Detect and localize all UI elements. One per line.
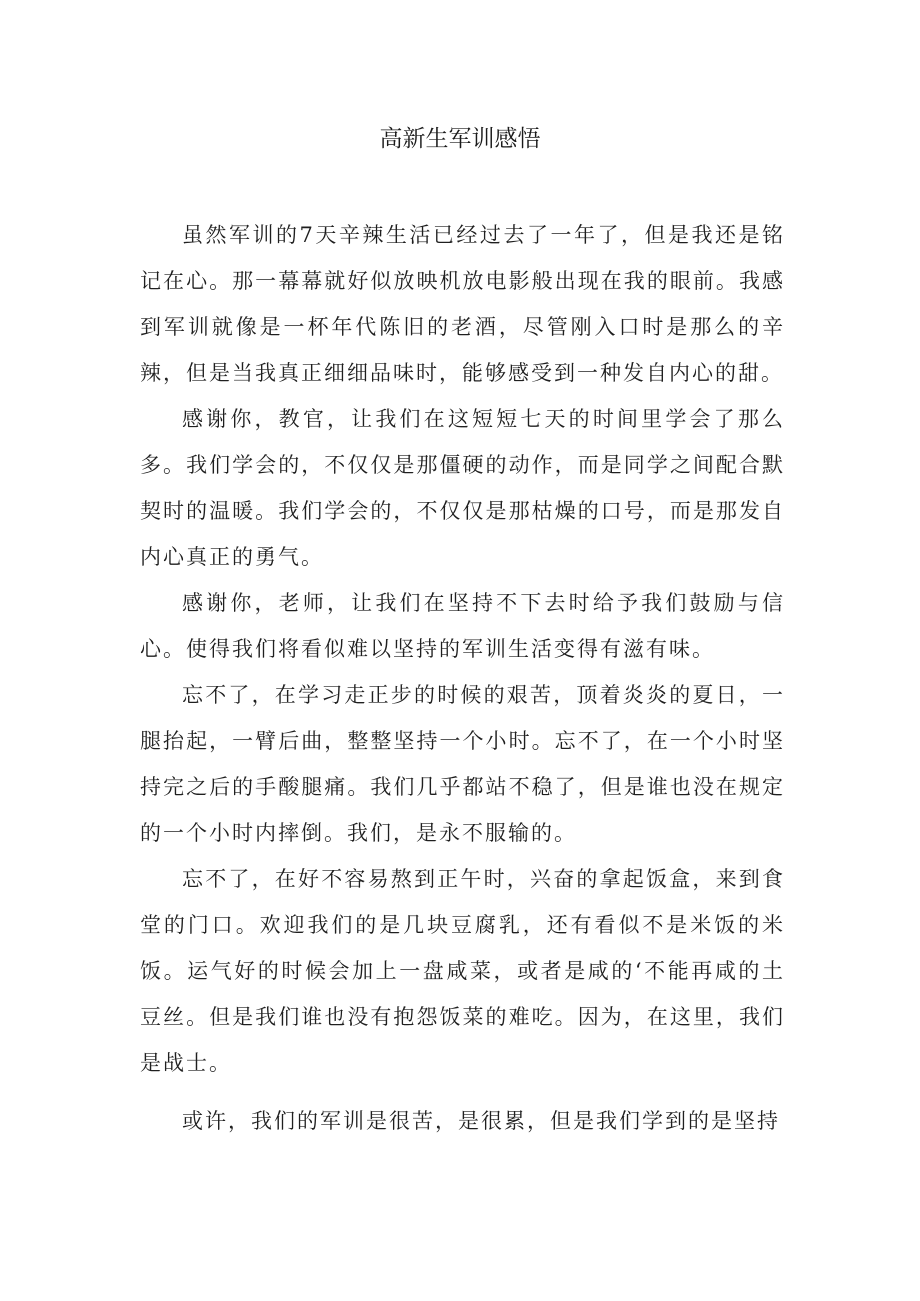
paragraph-6: 或许，我们的军训是很苦，是很累，但是我们学到的是坚持 [182,1109,780,1133]
paragraph-1: 虽然军训的7天辛辣生活已经过去了一年了，但是我还是铭记在心。那一幕幕就好似放映机放电影般出现在我的眼前。我感到军训就像是一杯年代陈旧的老酒，尽管刚入口时是那么的辛辣，但是当我真正细细品味时，能够感受到一种发自内心的甜。 [140,223,785,385]
document-body [140,212,785,1144]
paragraph-2: 感谢你，教官，让我们在这短短七天的时间里学会了那么多。我们学会的，不仅仅是那僵硬的动作，而是同学之间配合默契时的温暖。我们学会的，不仅仅是那枯燥的口号，而是那发自内心真正的勇气。 [140,407,785,569]
paragraph-5: 忘不了，在好不容易熬到正午时，兴奋的拿起饭盒，来到食堂的门口。欢迎我们的是几块豆腐乳，还有看似不是米饭的米饭。运气好的时候会加上一盘咸菜，或者是咸的‘不能再咸的土豆丝。但是我们谁也没有抱怨饭菜的难吃。因为，在这里，我们是战士。 [140,867,785,1075]
document-title: 高新生军训感悟 [379,126,541,152]
paragraph-4: 忘不了，在学习走正步的时候的艰苦，顶着炎炎的夏日，一腿抬起，一臂后曲，整整坚持一个小时。忘不了，在一个小时坚持完之后的手酸腿痛。我们几乎都站不稳了，但是谁也没在规定的一个小时内摔倒。我们，是永不服输的。 [140,683,785,845]
paragraph-3: 感谢你，老师，让我们在坚持不下去时给予我们鼓励与信心。使得我们将看似难以坚持的军训生活变得有滋有味。 [140,591,785,661]
